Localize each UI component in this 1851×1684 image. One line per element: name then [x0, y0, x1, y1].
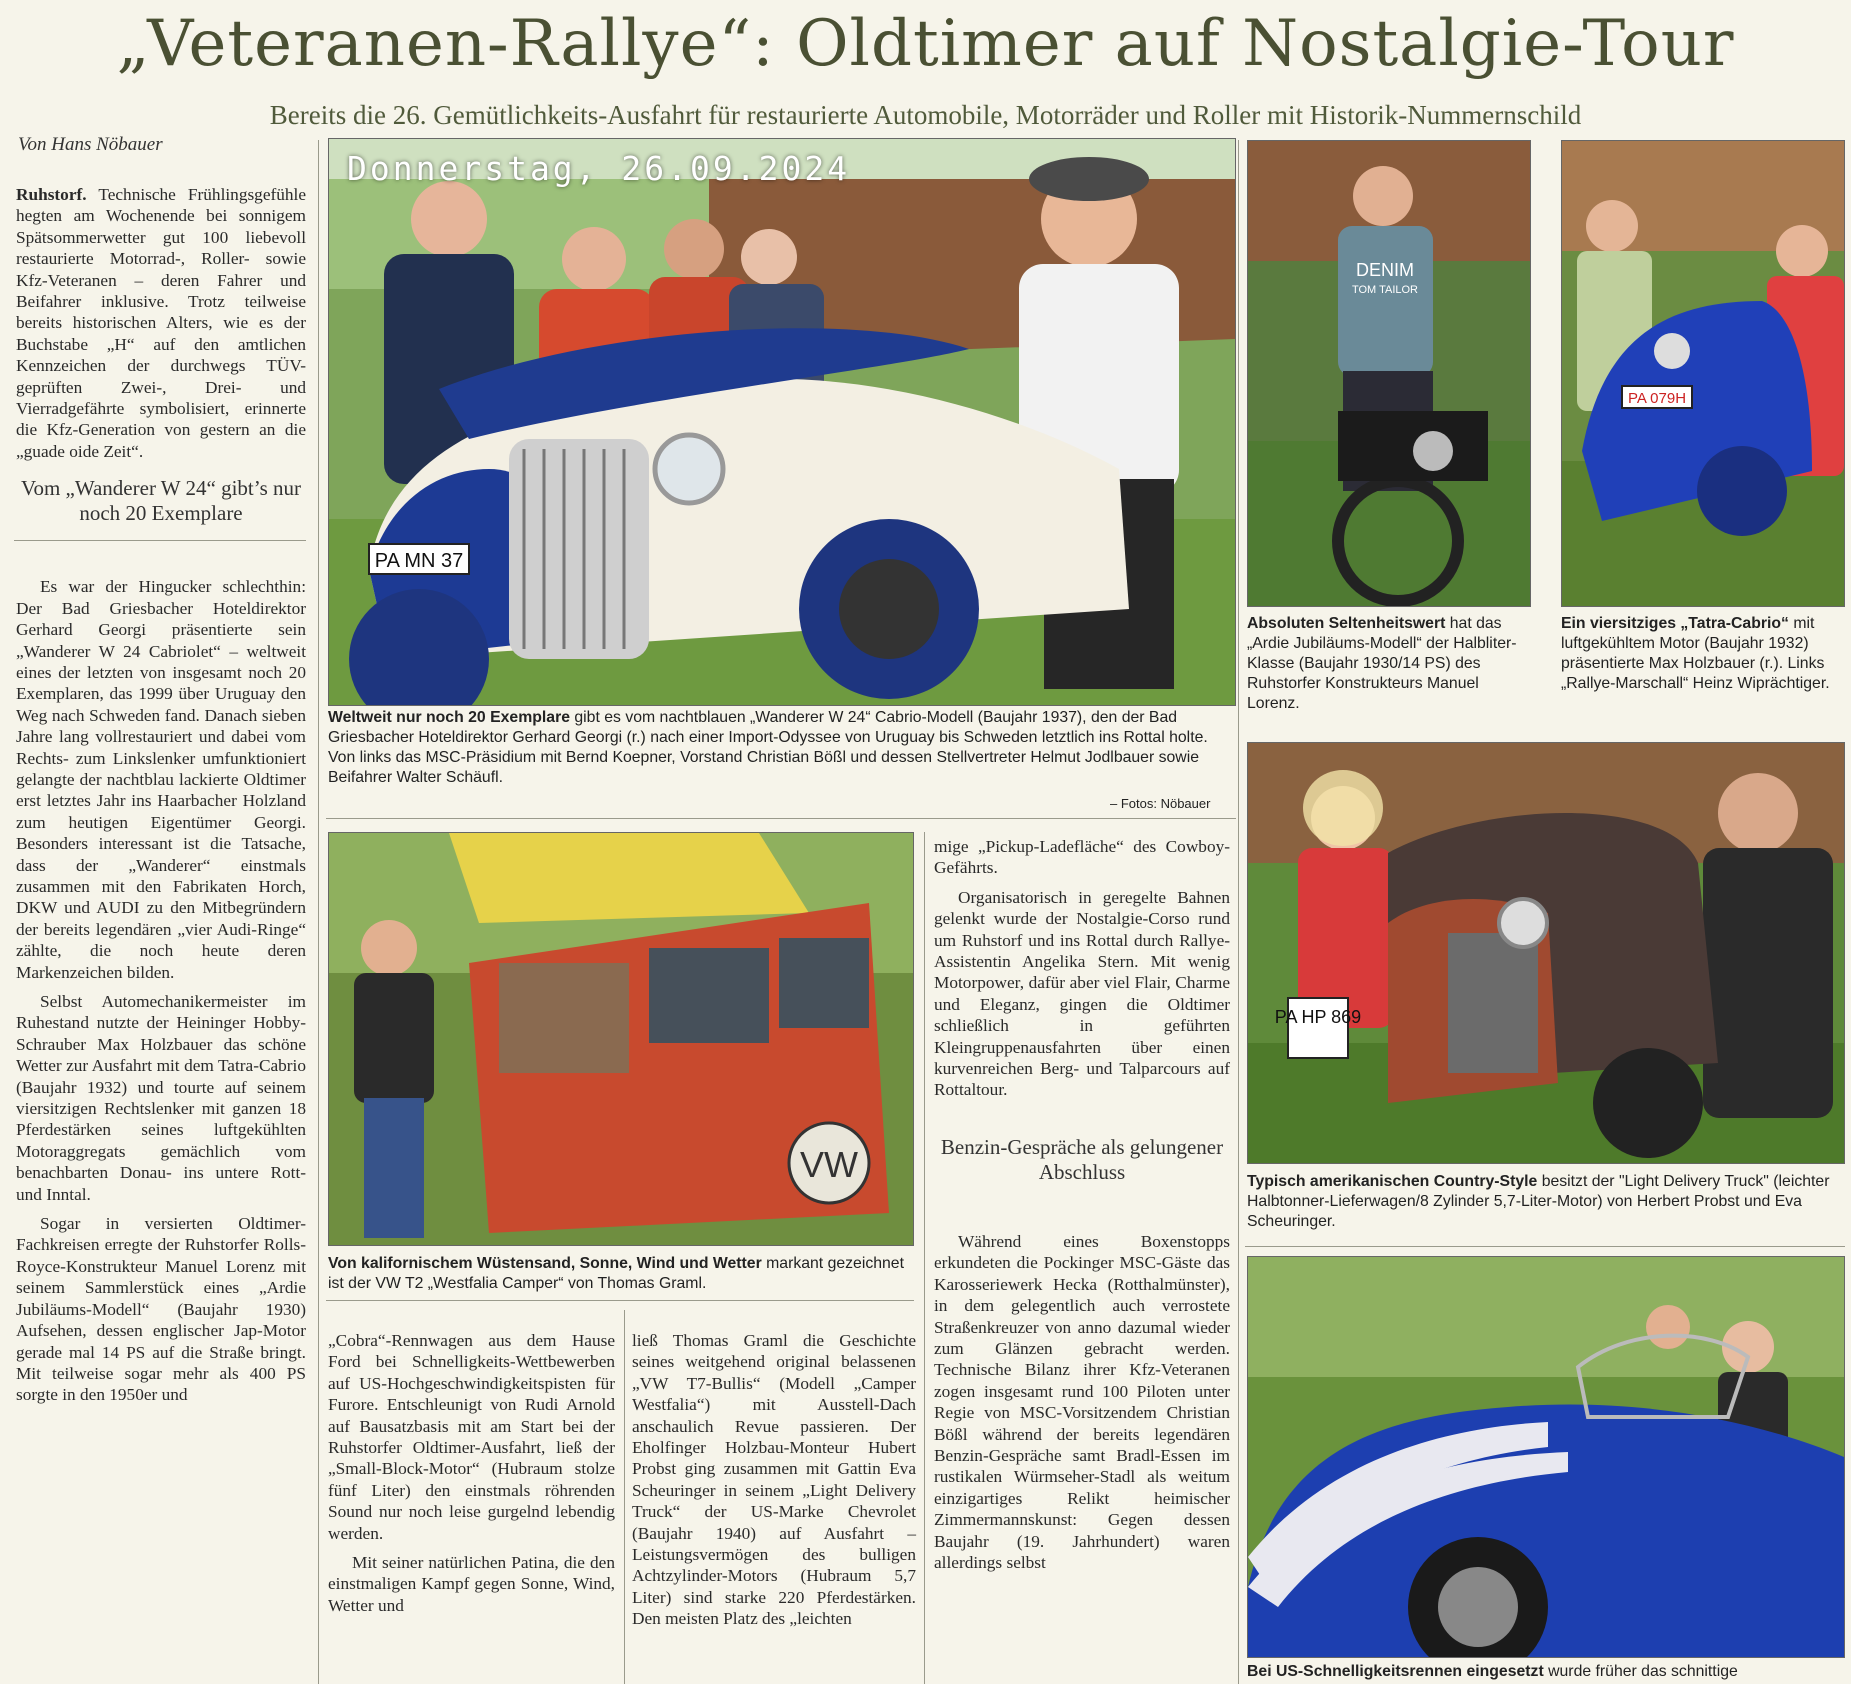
section-subhead: Vom „Wanderer W 24“ gibt’s nur noch 20 Exemplare	[20, 476, 301, 526]
photo-tatra-cabrio	[1561, 140, 1845, 607]
column-3	[632, 1330, 916, 1638]
photo-credit: – Fotos: Nöbauer	[1110, 796, 1211, 811]
photo-light-delivery-truck	[1247, 742, 1845, 1164]
caption-lead: Ein viersitziges „Tatra-Cabrio“	[1561, 615, 1789, 632]
caption-rule	[326, 1300, 914, 1301]
caption-text: markant gezeichnet ist der VW T2 „Westfalia Camper“ von Thomas Graml.	[328, 1255, 904, 1292]
paragraph: Mit seiner natürlichen Patina, die den einstmaligen Kampf gegen Sonne, Wind, Wetter und	[328, 1553, 615, 1615]
tatra-image	[1562, 141, 1844, 606]
truck-image	[1248, 743, 1844, 1163]
truck-plate: PA HP 869	[1274, 1007, 1362, 1027]
caption-vw	[328, 1254, 914, 1294]
caption-lead: Typisch amerikanischen Country-Style	[1247, 1173, 1538, 1190]
paragraph: „Cobra“-Rennwagen aus dem Hause Ford bei Schnelligkeits-Wettbewerben auf US-Hochgeschwindigkeitspisten für Furore. Entschleunigt von Rudi Arnold auf Bausatzbasis mit am Start bei der Ruhstorfer Oldtimer-Ausfahrt, ließ der „Small-Block-Motor“ (Hubraum stolze fünf Liter) den einstmals röhrenden Sound nur noch leise gurgelnd lebendig werden.	[328, 1331, 615, 1543]
caption-text: wurde früher das schnittige	[1548, 1663, 1738, 1680]
paragraph: Selbst Automechanikermeister im Ruhestand nutzte der Heininger Hobby-Schrauber Max Holzbauer das schöne Wetter zur Ausfahrt mit dem Tatra-Cabrio (Baujahr 1932) und tourte auf seinem viersitzigen Rechtslenker mit ganzen 18 Pferdestärken seines luftgekühlten Motoraggregats gemächlich vom benachbarten Donau- ins untere Rott- und Inntal.	[16, 992, 306, 1204]
photo-ardie-motorcycle	[1247, 140, 1531, 607]
column-rule	[14, 540, 306, 541]
column-4	[934, 836, 1230, 1581]
tatra-plate: PA 079H	[1627, 390, 1687, 407]
caption-lead: Von kalifornischem Wüstensand, Sonne, Wind und Wetter	[328, 1255, 762, 1272]
section-subhead: Benzin-Gespräche als gelungener Abschluss	[940, 1134, 1224, 1184]
caption-text: hat das „Ardie Jubiläums-Modell“ der Halbliter-Klasse (Baujahr 1930/14 PS) des Ruhstorfer Konstrukteurs Manuel Lorenz.	[1247, 615, 1517, 712]
caption-text: gibt es vom nachtblauen „Wanderer W 24“ Cabrio-Modell (Baujahr 1937), den der Bad Griesbacher Hoteldirektor Gerhard Georgi (r.) nach einer Import-Odyssee von Uruguay bis Schweden letztlich ins Rottal holte. Von links das MSC-Präsidium mit Bernd Koepner, Vorstand Christian Bößl und dessen Stellvertreter Helmut Jodlbauer sowie Beifahrer Walter Schäufl.	[328, 709, 1208, 786]
paragraph: Organisatorisch in geregelte Bahnen gelenkt wurde der Nostalgie-Corso rund um Ruhstorf und ins Rottal durch Rallye-Assistentin Angelika Stern. Mit wenig Motorpower, dafür aber viel Flair, Charme und Eleganz, gingen die Oldtimer schließlich in geführten Kleingruppenausfahrten über einen kurvenreichen Berg- und Talparcours auf Rottaltour.	[934, 887, 1230, 1100]
paragraph-intro	[16, 184, 306, 462]
wanderer-image	[329, 139, 1235, 705]
vw-image	[329, 833, 913, 1245]
paragraph: Während eines Boxenstopps erkundeten die Pockinger MSC-Gäste das Karosseriewerk Hecka (Rotthalmünster), in dem gelegentlich auch verrostete Straßenkreuzer von anno dazumal wieder zum Glänzen gebracht werden. Technische Bilanz ihrer Kfz-Veteranen zogen insgesamt rund 100 Piloten unter Regie von MSC-Vorsitzendem Christian Bößl während der bereits legendären Benzin-Gespräche samt Bradl-Essen im rustikalen Würmseher-Stadl als weitum einzigartiges Relikt heimischer Zimmermannskunst: Gegen dessen Baujahr (19. Jahrhundert) waren allerdings selbst	[934, 1231, 1230, 1572]
caption-text: mit luftgekühltem Motor (Baujahr 1932) präsentierte Max Holzbauer (r.). Links „Rallye-Marschall“ Heinz Wiprächtiger.	[1561, 615, 1830, 692]
intro-text: Technische Frühlingsgefühle hegten am Wochenende bei sonnigem Spätsommerwetter gut 100 liebevoll restaurierte Motorrad-, Roller- sowie Kfz-Veteranen – deren Fahrer und Beifahrer inklusive. Trotz teilweise bereits historischen Alters, wie es der Buchstabe „H“ auf den amtlichen Kennzeichen der durchwegs TÜV-geprüften Zwei-, Drei- und Vierradgefährte symbolisiert, erinnerte die Kfz-Generation von gestern an die „guade oide Zeit“.	[16, 185, 306, 461]
paragraph: mige „Pickup-Ladefläche“ des Cowboy-Gefährts.	[934, 837, 1230, 878]
column-rule	[318, 140, 319, 1684]
subheadline: Bereits die 26. Gemütlichkeits-Ausfahrt für restaurierte Automobile, Motorräder und Roller mit Historik-Nummernschild	[269, 100, 1582, 130]
caption-lead: Weltweit nur noch 20 Exemplare	[328, 709, 570, 726]
photo-cobra-roadster	[1247, 1256, 1845, 1658]
caption-wanderer	[328, 708, 1236, 788]
column-rule	[1238, 140, 1239, 1684]
paragraph: Sogar in versierten Oldtimer-Fachkreisen erregte der Ruhstorfer Rolls-Royce-Konstrukteur Manuel Lorenz mit seinem Sammlerstück eines „Ardie Jubiläums-Modell“ (Baujahr 1930) Aufsehen, dessen englischer Jap-Motor gerade mal 14 PS auf die Straße bringt. Mit teilweise sogar mehr als 400 PS sorgte in den 1950er und	[16, 1214, 306, 1405]
caption-cobra	[1247, 1662, 1843, 1682]
caption-text: besitzt der "Light Delivery Truck" (leichter Halbtonner-Lieferwagen/8 Zylinder 5,7-Liter-Motor) von Herbert Probst und Eva Scheuringer.	[1247, 1173, 1830, 1230]
caption-rule	[1245, 1246, 1845, 1247]
byline: Von Hans Nöbauer	[18, 134, 163, 155]
caption-tatra	[1561, 614, 1845, 694]
caption-truck	[1247, 1172, 1843, 1232]
ardie-image	[1248, 141, 1530, 606]
caption-rule	[326, 818, 1236, 819]
column-2	[328, 1330, 615, 1624]
paragraph: Es war der Hingucker schlechthin: Der Bad Griesbacher Hoteldirektor Gerhard Georgi präsentierte sein „Wanderer W 24 Cabriolet“ – weltweit eines der letzten von insgesamt noch 20 Exemplaren, das 1999 über Uruguay den Weg nach Schweden fand. Danach sieben Jahre lang vollrestauriert und dabei vom Rechts- zum Linkslenker umfunktioniert gelangte der nachtblau lackierte Oldtimer erst letztes Jahr ins Haarbacher Holzland zum heutigen Eigentümer Georgi. Besonders interessant ist die Tatsache, dass der „Wanderer“ einstmals zusammen mit den Fabrikaten Horch, DKW und AUDI zu den Mitbegründern der bereits legendären „vier Audi-Ringe“ zählte, die noch heute deren Markenzeichen bilden.	[16, 577, 306, 982]
dateline: Ruhstorf.	[16, 185, 87, 204]
shirt-text: DENIM	[1356, 260, 1414, 280]
column-rule	[924, 832, 925, 1684]
photo-vw-westfalia	[328, 832, 914, 1246]
shirt-subtext: TOM TAILOR	[1351, 284, 1419, 296]
column-1	[16, 184, 306, 1414]
wanderer-plate: PA MN 37	[374, 550, 464, 572]
column-rule	[624, 1310, 625, 1684]
paragraph: ließ Thomas Graml die Geschichte seines weitgehend original belassenen „VW T7-Bullis“ (Modell „Camper Westfalia“) mit Ausstell-Dach anschaulich Revue passieren. Der Eholfinger Holzbau-Monteur Hubert Probst ging zusammen mit Gattin Eva Scheuringer in seinem „Light Delivery Truck“ der US-Marke Chevrolet (Baujahr 1940) auf Ausfahrt – Leistungsvermögen des bulligen Achtzylinder-Motors (Hubraum 5,7 Liter) sind starke 220 Pferdestärken. Den meisten Platz des „leichten	[632, 1331, 916, 1629]
photo-wanderer-cabrio	[328, 138, 1236, 706]
vw-badge: VW	[800, 1144, 858, 1185]
caption-lead: Bei US-Schnelligkeitsrennen eingesetzt	[1247, 1663, 1544, 1680]
caption-ardie	[1247, 614, 1531, 714]
caption-lead: Absoluten Seltenheitswert	[1247, 615, 1446, 632]
headline: „Veteranen-Rallye“: Oldtimer auf Nostalgie-Tour	[116, 7, 1735, 81]
date-stamp: Donnerstag, 26.09.2024	[347, 149, 851, 188]
cobra-image	[1248, 1257, 1844, 1657]
